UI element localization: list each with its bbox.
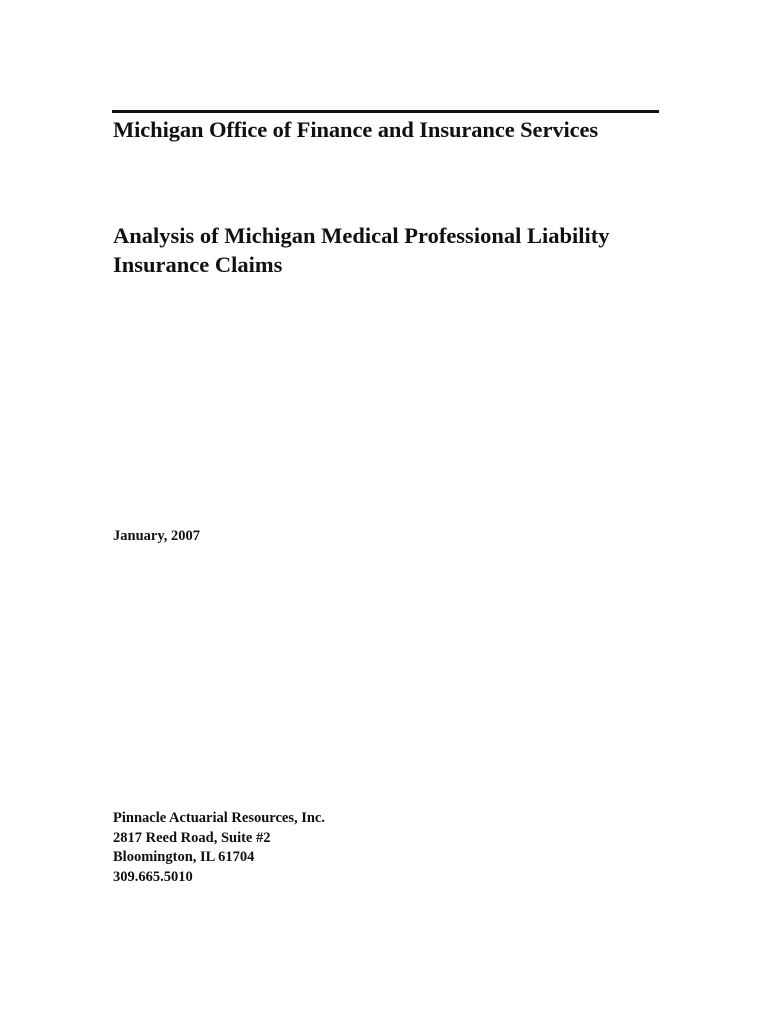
report-title-line: Analysis of Michigan Medical Professional Liability: [113, 223, 610, 248]
phone-number: 309.665.5010: [113, 868, 193, 885]
company-name: Pinnacle Actuarial Resources, Inc.: [113, 810, 325, 826]
street-address: 2817 Reed Road, Suite #2: [113, 829, 271, 846]
company-address-block: [113, 809, 325, 887]
organization-heading: Michigan Office of Finance and Insurance Services: [113, 117, 599, 142]
header-rule: [112, 110, 659, 113]
city-state-zip: Bloomington, IL 61704: [113, 849, 255, 865]
report-date: January, 2007: [113, 528, 201, 544]
report-title: [113, 221, 609, 279]
report-title-line: Insurance Claims: [113, 252, 283, 277]
